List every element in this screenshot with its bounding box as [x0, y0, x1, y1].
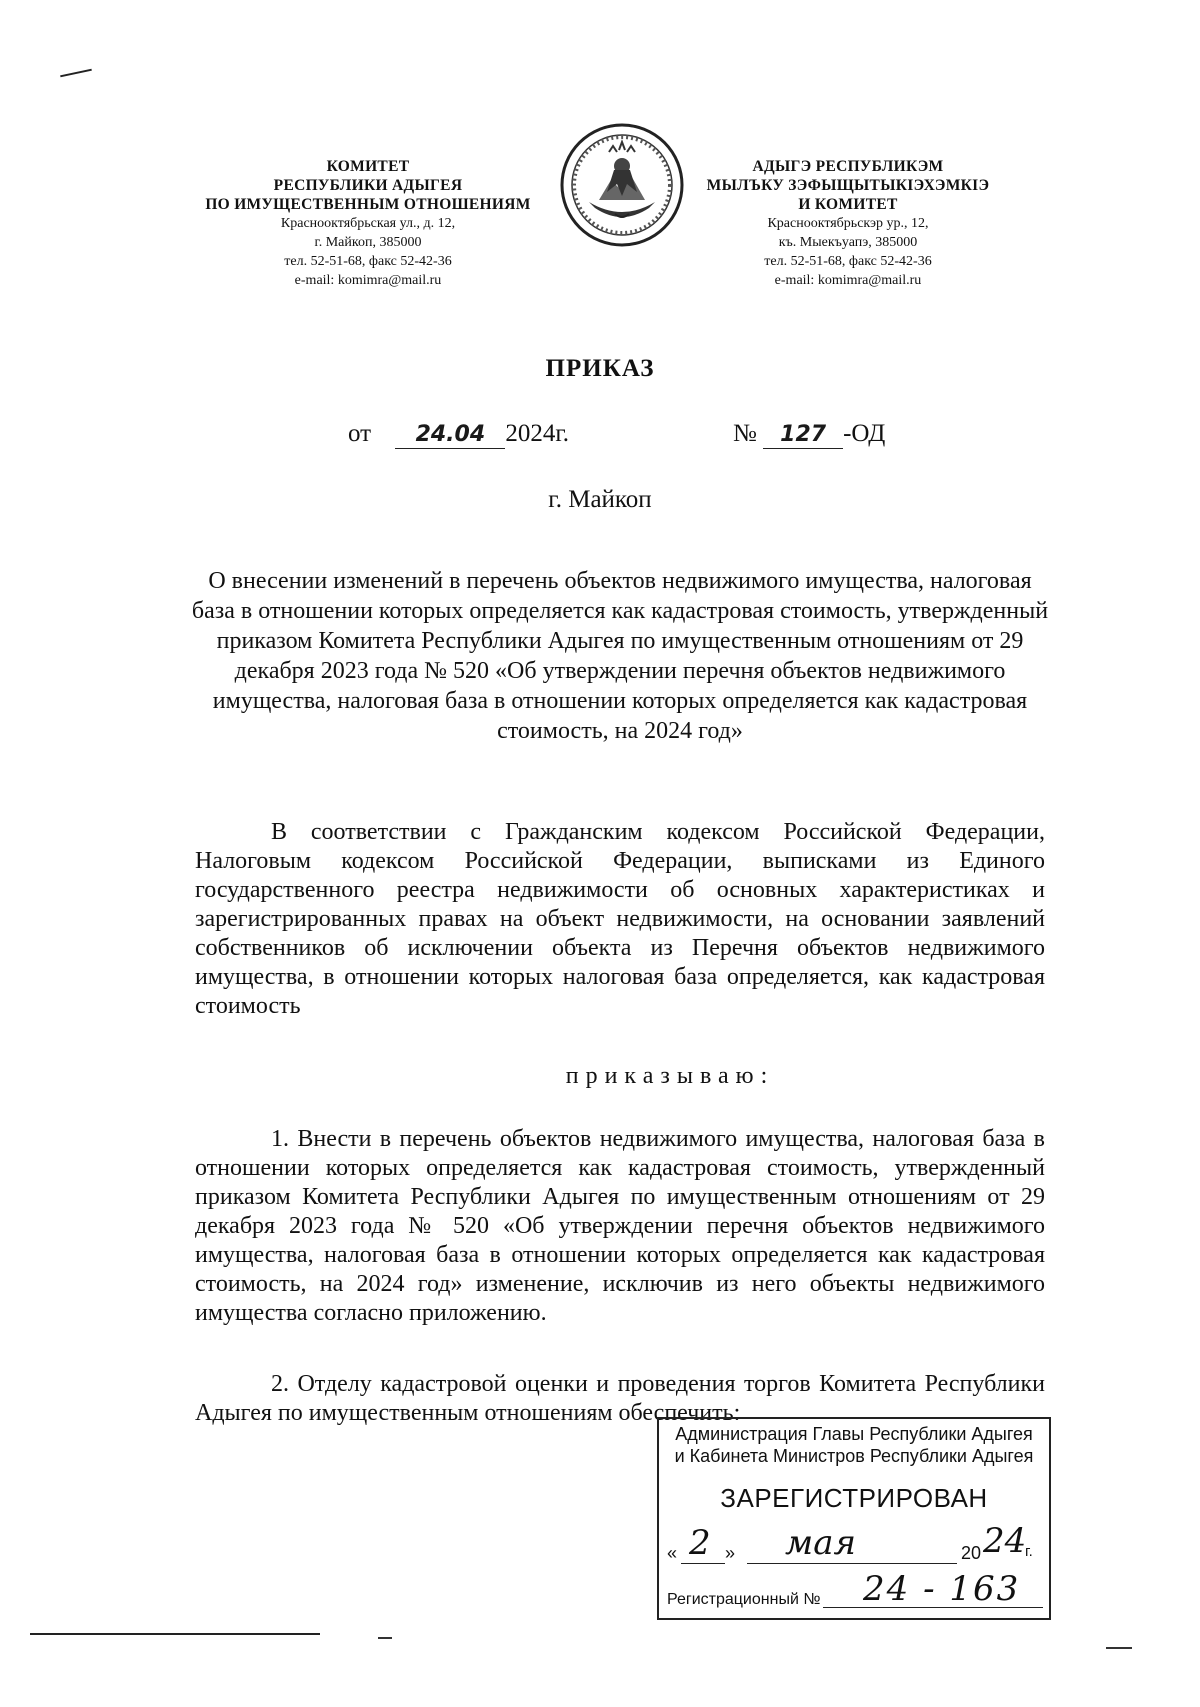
order-date [348, 420, 569, 449]
header-right-email: e-mail: komimra@mail.ru [774, 273, 922, 288]
header-right-phone: тел. 52-51-68, факс 52-42-36 [764, 254, 932, 269]
registration-stamp [657, 1417, 1051, 1620]
stamp-registered: ЗАРЕГИСТРИРОВАН [720, 1483, 988, 1513]
stamp-reg-number-handwritten: 24 - 163 [863, 1569, 1021, 1609]
stamp-organization [659, 1423, 1049, 1467]
stamp-org-line1: Администрация Главы Республики Адыгея [675, 1424, 1033, 1444]
header-left-address2: г. Майкоп, 385000 [314, 235, 422, 250]
item-1-paragraph: 1. Внести в перечень объектов недвижимого имущества, налоговая база в отношении которых определяется как кадастровая стоимость, утвержденный приказом Комитета Республики Адыгея по имущественным отношениям от 29 декабря 2023 года № 520 «Об утверждении перечня объектов недвижимого имущества, налоговая база в отношении которых определяется как кадастровая стоимость, на 2024 год» изменение, исключив из него объекты недвижимого имущества согласно приложению. [195, 1126, 1045, 1326]
header-right-line3: И КОМИТЕТ [798, 196, 898, 213]
header-right-line2: МЫЛЪКУ ЗЭФЫЩЫТЫКІЭХЭМКІЭ [706, 177, 990, 194]
city: г. Майкоп [548, 486, 652, 513]
order-year: 2024г. [505, 420, 570, 447]
header-left-line1: КОМИТЕТ [326, 158, 410, 175]
order-number-handwritten: 127 [763, 422, 843, 449]
stamp-reg-number [667, 1569, 1047, 1615]
header-left [178, 157, 558, 290]
stamp-month-handwritten: мая [785, 1523, 856, 1563]
stamp-date [667, 1521, 1047, 1571]
header-right [688, 157, 1008, 290]
stamp-year-prefix: 20 [961, 1543, 982, 1563]
order-number-label: № [733, 420, 757, 447]
item-2-paragraph: 2. Отделу кадастровой оценки и проведения торгов Комитета Республики Адыгея по имущественным отношениям обеспечить: [195, 1371, 1045, 1426]
scan-mark [378, 1637, 392, 1639]
stamp-reg-line [823, 1607, 1043, 1608]
header-right-address1: Краснооктябрьскэр ур., 12, [767, 216, 929, 231]
header-right-address2: къ. Мыекъуапэ, 385000 [778, 235, 918, 250]
stamp-day-handwritten: 2 [689, 1523, 711, 1563]
stamp-day-line [681, 1563, 725, 1564]
stamp-quote-open: « [667, 1543, 678, 1563]
stamp-year-handwritten: 24 [983, 1521, 1027, 1561]
stamp-org-line2: и Кабинета Министров Республики Адыгея [674, 1446, 1034, 1466]
scan-mark [1106, 1647, 1132, 1649]
preamble-paragraph: В соответствии с Гражданским кодексом Российской Федерации, Налоговым кодексом Российской Федерации, выписками из Единого государственного реестра недвижимости об основных характеристиках и зарегистрированных правах на объект недвижимости, на основании заявлений собственников об исключении объекта из Перечня объектов недвижимого имущества, в отношении которых налоговая база определяется, как кадастровая стоимость [195, 819, 1045, 1019]
header-left-line2: РЕСПУБЛИКИ АДЫГЕЯ [273, 177, 463, 194]
order-from-label: от [348, 420, 372, 447]
stamp-quote-close: » [725, 1543, 736, 1563]
stamp-reg-label: Регистрационный № [667, 1591, 821, 1608]
order-number [733, 420, 885, 449]
header-left-address1: Краснооктябрьская ул., д. 12, [280, 216, 456, 231]
order-date-handwritten: 24.04 [395, 422, 505, 449]
header-left-line3: ПО ИМУЩЕСТВЕННЫМ ОТНОШЕНИЯМ [205, 196, 531, 213]
header-right-line1: АДЫГЭ РЕСПУБЛИКЭМ [752, 158, 944, 175]
scan-mark [60, 69, 92, 78]
header-left-phone: тел. 52-51-68, факс 52-42-36 [284, 254, 452, 269]
order-subject: О внесении изменений в перечень объектов недвижимого имущества, налоговая база в отношении которых определяется как кадастровая стоимость, утвержденный приказом Комитета Республики Адыгея по имущественным отношениям от 29 декабря 2023 года № 520 «Об утверждении перечня объектов недвижимого имущества, налоговая база в отношении которых определяется как кадастровая стоимость, на 2024 год» [191, 568, 1049, 744]
decree-word: приказываю: [565, 1063, 775, 1089]
document-title: ПРИКАЗ [545, 355, 655, 382]
bottom-rule [30, 1633, 320, 1635]
coat-of-arms-icon [559, 122, 685, 248]
order-number-suffix: -ОД [843, 420, 886, 447]
stamp-year-suffix: г. [1025, 1543, 1033, 1560]
stamp-month-line [747, 1563, 957, 1564]
header-left-email: e-mail: komimra@mail.ru [294, 273, 442, 288]
